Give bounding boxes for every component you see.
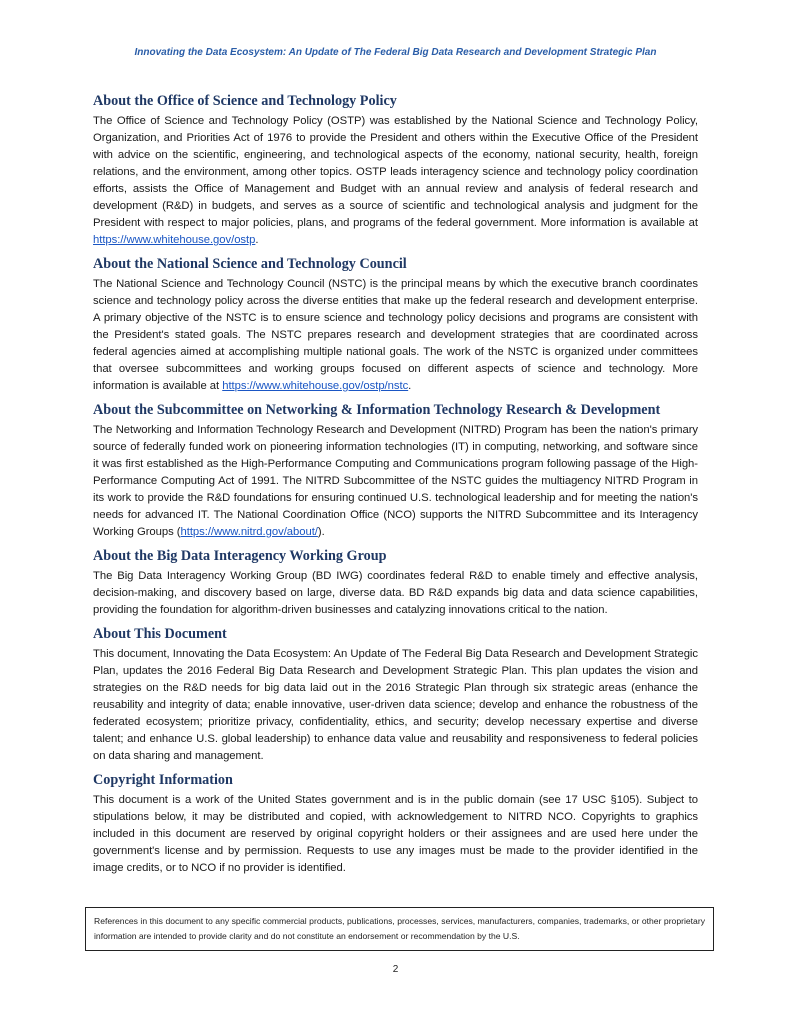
- section-heading: Copyright Information: [93, 772, 233, 788]
- paragraph-text: The Networking and Information Technology Research and Development (NITRD) Program has been the nation's primary source of federally funded work on pioneering information technologies (IT) in computing, networking, and software since it was first established as the High-Performance Computing and Communications program following passage of the High-Performance Computing Act of 1991. The NITRD Subcommittee of the NSTC guides the multiagency NITRD Program in its work to provide the R&D foundations for ensuring continued U.S. technological leadership and for meeting the nation's needs for advanced IT. The National Coordination Office (NCO) supports the NITRD Subcommittee and its Interagency Working Groups (: [93, 424, 698, 538]
- nitrd-link[interactable]: https://www.nitrd.gov/about/: [180, 526, 318, 538]
- section-paragraph: [93, 113, 698, 249]
- page-number: 2: [392, 964, 399, 975]
- paragraph-text-end: .: [408, 380, 412, 392]
- section-paragraph: [93, 276, 698, 395]
- section-paragraph: This document is a work of the United States government and is in the public domain (see 17 USC §105). Subject to stipulations below, it may be distributed and copied, with acknowledgement to NITRD NCO. Copyrights to graphics included in this document are reserved by original copyright holders or their assignees and are used here under the government's license and by permission. Requests to use any images must be made to the provider identified in the image credits, or to NCO if no provider is identified.: [93, 794, 698, 874]
- nstc-link[interactable]: https://www.whitehouse.gov/ostp/nstc: [222, 380, 409, 392]
- paragraph-text-end: .: [255, 234, 259, 246]
- section-paragraph: [93, 422, 698, 541]
- section-paragraph: This document, Innovating the Data Ecosystem: An Update of The Federal Big Data Research and Development Strategic Plan, updates the 2016 Federal Big Data Research and Development Strategic Plan. This plan updates the vision and strategies on the R&D needs for big data laid out in the 2016 Strategic Plan through six strategic areas (enhance the reusability and integrity of data; enable innovative, user-driven data science; develop and enhance the robustness of the federated ecosystem; prioritize privacy, confidentiality, ethics, and security; develop necessary expertise and diverse talent; and enhance U.S. global leadership) to enhance data value and reusability and responsiveness to federal policies on data sharing and management.: [93, 648, 698, 762]
- section-paragraph: The Big Data Interagency Working Group (BD IWG) coordinates federal R&D to enable timely and effective analysis, decision-making, and discovery based on large, diverse data. BD R&D expands big data and data science capabilities, providing the foundation for algorithm-driven businesses and catalyzing innovations critical to the nation.: [93, 570, 698, 616]
- section-heading: About the Subcommittee on Networking & Information Technology Research & Development: [93, 402, 661, 418]
- paragraph-text: The Office of Science and Technology Policy (OSTP) was established by the National Science and Technology Policy, Organization, and Priorities Act of 1976 to provide the President and others within the Executive Office of the President with advice on the scientific, engineering, and technological aspects of the economy, national security, health, foreign relations, and the environment, among other topics. OSTP leads interagency science and technology policy coordination efforts, assists the Office of Management and Budget with an annual review and analysis of federal research and development (R&D) in budgets, and serves as a source of scientific and technological analysis and judgment for the President with respect to major policies, plans, and programs of the federal government. More information is available at: [93, 115, 698, 229]
- section-heading: About the Big Data Interagency Working Group: [93, 548, 387, 564]
- section-nstc: [93, 255, 698, 395]
- disclaimer-box: References in this document to any specific commercial products, publications, processes, services, manufacturers, companies, trademarks, or other proprietary information are intended to provide clarity and do not constitute an endorsement or recommendation by the U.S.: [85, 907, 714, 951]
- paragraph-text-end: ).: [317, 526, 325, 538]
- section-heading: About the National Science and Technology Council: [93, 256, 407, 272]
- paragraph-text: The National Science and Technology Council (NSTC) is the principal means by which the executive branch coordinates science and technology policy across the diverse entities that make up the federal research and development enterprise. A primary objective of the NSTC is to ensure science and technology policy decisions and programs are consistent with the President's stated goals. The NSTC prepares research and development strategies that are coordinated across federal agencies aimed at accomplishing multiple national goals. The work of the NSTC is organized under committees that oversee subcommittees and working groups focused on different aspects of science and technology. More information is available at: [93, 278, 698, 392]
- section-heading: About the Office of Science and Technology Policy: [93, 93, 397, 109]
- section-nitrd: [93, 401, 698, 541]
- section-bd-iwg: [93, 547, 698, 619]
- running-header: Innovating the Data Ecosystem: An Update of The Federal Big Data Research and Development Strategic Plan: [134, 47, 657, 58]
- document-body: [93, 92, 698, 883]
- ostp-link[interactable]: https://www.whitehouse.gov/ostp: [93, 234, 256, 246]
- section-copyright: [93, 771, 698, 877]
- section-ostp: [93, 92, 698, 249]
- section-about-document: [93, 625, 698, 765]
- section-heading: About This Document: [93, 626, 227, 642]
